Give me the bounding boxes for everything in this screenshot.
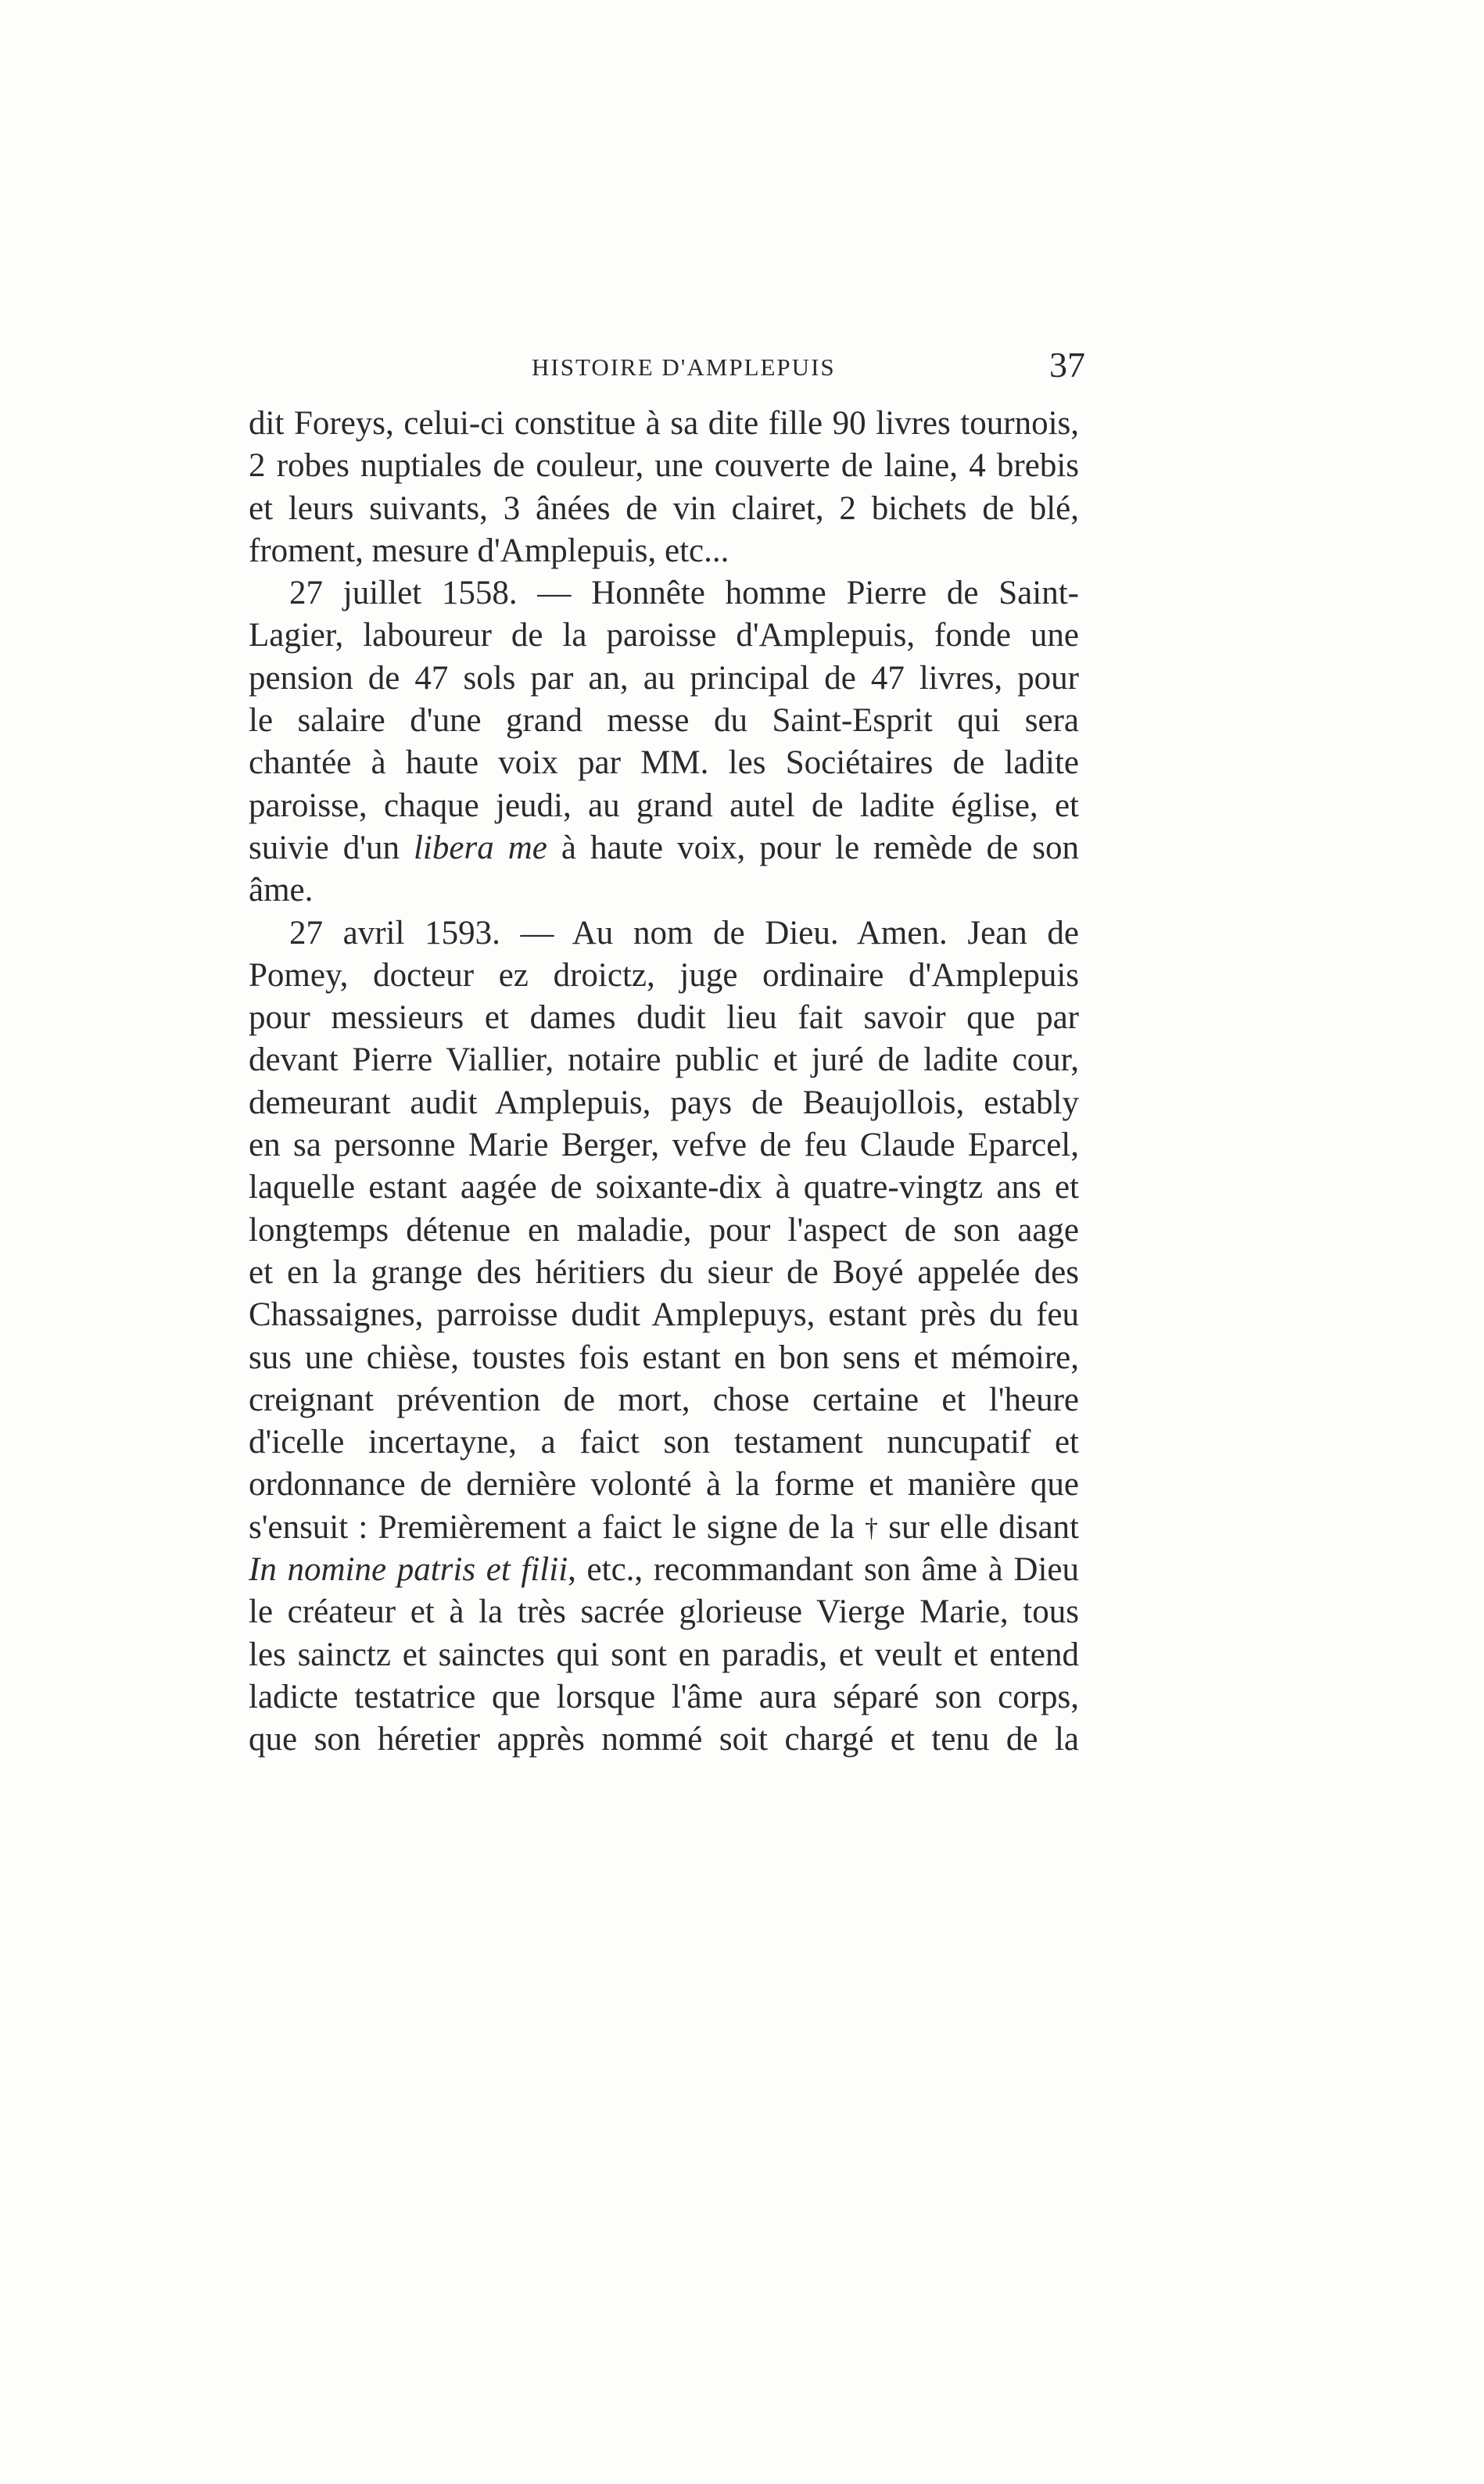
text-line: Lagier, laboureur de la paroisse d'Amplepuis, fonde une — [249, 617, 1079, 654]
cross-icon: † — [865, 1513, 879, 1543]
text-line: et leurs suivants, 3 ânées de vin clairet, 2 bichets de blé, — [249, 489, 1079, 527]
text-segment: suivie d'un — [249, 829, 414, 866]
text-line: le salaire d'une grand messe du Saint-Esprit qui sera — [249, 702, 1079, 740]
text-line: dit Foreys, celui-ci constitue à sa dite fille 90 livres tournois, — [249, 405, 1079, 442]
text-line: froment, mesure d'Amplepuis, etc... — [249, 532, 729, 569]
text-line: Pomey, docteur ez droictz, juge ordinaire d'Amplepuis — [249, 956, 1079, 994]
text-line: paroisse, chaque jeudi, au grand autel de ladite église, et — [249, 787, 1079, 824]
text-line: et en la grange des héritiers du sieur de Boyé appelée des — [249, 1253, 1079, 1291]
text-line: âme. — [249, 872, 314, 909]
text-line: que son héretier apprès nommé soit chargé et tenu de la — [249, 1721, 1079, 1758]
text-line: en sa personne Marie Berger, vefve de feu Claude Eparcel, — [249, 1127, 1079, 1164]
text-line: Chassaignes, parroisse dudit Amplepuys, estant près du feu — [249, 1296, 1079, 1334]
text-line: ordonnance de dernière volonté à la forme et manière que — [249, 1466, 1079, 1504]
text-line — [249, 1549, 1079, 1591]
text-line: les sainctz et sainctes qui sont en paradis, et veult et entend — [249, 1636, 1079, 1673]
text-line: devant Pierre Viallier, notaire public et juré de ladite cour, — [249, 1041, 1079, 1079]
italic-phrase: In nomine patris et filii — [249, 1551, 568, 1589]
body-text — [249, 403, 1079, 1762]
text-line: longtemps détenue en maladie, pour l'aspect de son aage — [249, 1211, 1079, 1249]
text-line — [249, 1507, 1079, 1549]
text-line: d'icelle incertayne, a faict son testament nuncupatif et — [249, 1424, 1079, 1461]
text-line: 2 robes nuptiales de couleur, une couverte de laine, 4 brebis — [249, 447, 1079, 485]
running-title: HISTOIRE D'AMPLEPUIS — [532, 353, 836, 381]
text-line: 27 juillet 1558. — Honnête homme Pierre de Saint- — [289, 575, 1079, 612]
text-line: le créateur et à la très sacrée glorieuse Vierge Marie, tous — [249, 1593, 1079, 1631]
italic-phrase: libera me — [413, 829, 547, 866]
text-segment: s'ensuit : Premièrement a faict le signe de la — [249, 1508, 866, 1546]
text-line: pour messieurs et dames dudit lieu fait savoir que par — [249, 999, 1079, 1037]
text-line: sus une chièse, toustes fois estant en bon sens et mémoire, — [249, 1339, 1079, 1376]
text-segment: , etc., recommandant son âme à Dieu — [568, 1551, 1079, 1589]
text-line — [249, 827, 1079, 869]
text-segment: à haute voix, pour le remède de son — [547, 829, 1079, 866]
text-line: pension de 47 sols par an, au principal de 47 livres, pour — [249, 659, 1079, 697]
text-line: 27 avril 1593. — Au nom de Dieu. Amen. Jean de — [289, 914, 1079, 952]
text-line: demeurant audit Amplepuis, pays de Beaujollois, estably — [249, 1084, 1079, 1121]
page-number: 37 — [1049, 345, 1085, 385]
text-line: ladicte testatrice que lorsque l'âme aura séparé son corps, — [249, 1678, 1079, 1715]
text-line: creignant prévention de mort, chose certaine et l'heure — [249, 1381, 1079, 1418]
text-segment: sur elle disant — [878, 1508, 1079, 1546]
text-line: laquelle estant aagée de soixante-dix à quatre-vingtz ans et — [249, 1169, 1079, 1206]
text-line: chantée à haute voix par MM. les Sociétaires de ladite — [249, 744, 1079, 782]
